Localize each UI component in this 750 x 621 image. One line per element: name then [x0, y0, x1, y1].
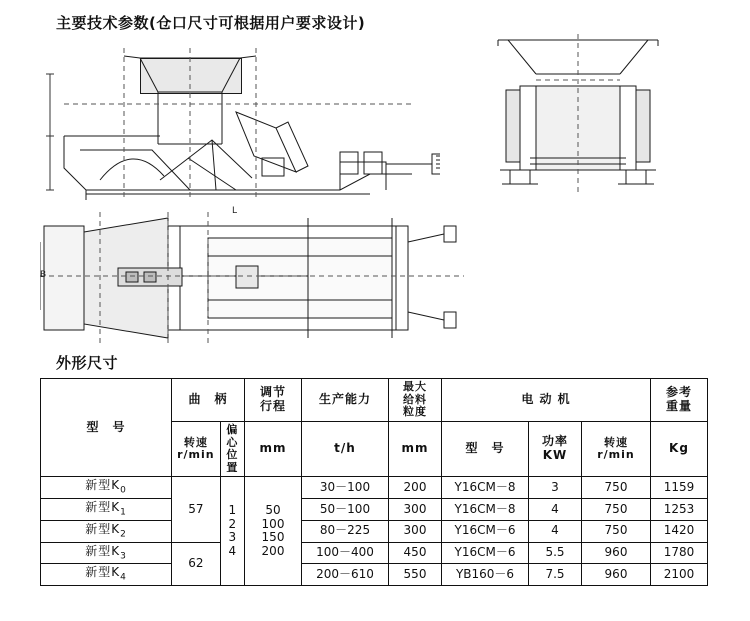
side-elevation-lines: [40, 40, 440, 200]
cell-eccentric-positions: [220, 477, 244, 586]
plan-view-lines: [40, 212, 470, 347]
model-prefix: 新型K: [85, 565, 121, 580]
th-crank: 曲 柄: [172, 379, 245, 422]
th-stroke-unit: mm: [245, 421, 302, 477]
stroke-1: 50: [265, 502, 281, 517]
model-subscript: 2: [120, 529, 127, 540]
table-row: [41, 542, 708, 564]
th-motor-speed: 转速 r/min: [582, 421, 651, 477]
plan-view-drawing: [40, 212, 460, 342]
front-elevation-lines: [480, 34, 690, 214]
th-motor-model: 型 号: [442, 421, 529, 477]
stroke-2: 100: [261, 516, 285, 531]
th-max-size: 最大 给料 粒度: [389, 379, 442, 422]
cell-motor-model: Y16CM－6: [442, 520, 529, 542]
model-prefix: 新型K: [85, 543, 121, 558]
model-subscript: 0: [120, 485, 127, 496]
model-subscript: 4: [120, 572, 127, 583]
table-row: [41, 520, 708, 542]
cell-motor-speed: 750: [582, 520, 651, 542]
cell-weight: 1420: [651, 520, 708, 542]
cell-max-size: 450: [389, 542, 442, 564]
cell-capacity: 200－610: [302, 564, 389, 586]
cell-weight: 2100: [651, 564, 708, 586]
cell-model: [41, 520, 172, 542]
model-subscript: 3: [120, 551, 127, 562]
cell-motor-speed: 750: [582, 499, 651, 521]
page-title: 主要技术参数(仓口尺寸可根据用户要求设计): [56, 14, 366, 32]
cell-motor-model: Y16CM－6: [442, 542, 529, 564]
table-row: [41, 564, 708, 586]
cell-power: 4: [529, 520, 582, 542]
ecc-4: 4: [228, 544, 237, 559]
cell-motor-speed: 960: [582, 542, 651, 564]
cell-power: 5.5: [529, 542, 582, 564]
table-row: [41, 477, 708, 499]
cell-max-size: 550: [389, 564, 442, 586]
cell-power: 4: [529, 499, 582, 521]
cell-weight: 1253: [651, 499, 708, 521]
cell-model: [41, 564, 172, 586]
cell-model: [41, 477, 172, 499]
th-eccentric: 偏心 位置: [220, 421, 244, 477]
model-prefix: 新型K: [85, 478, 121, 493]
cell-motor-model: YB160－6: [442, 564, 529, 586]
cell-weight: 1780: [651, 542, 708, 564]
cell-capacity: 50－100: [302, 499, 389, 521]
cell-power: 7.5: [529, 564, 582, 586]
cell-capacity: 30－100: [302, 477, 389, 499]
th-model: 型 号: [41, 379, 172, 477]
table-body: [41, 477, 708, 586]
cell-motor-speed: 960: [582, 564, 651, 586]
model-subscript: 1: [120, 507, 127, 518]
th-weight-unit: Kg: [651, 421, 708, 477]
side-elevation-drawing: [40, 40, 440, 216]
cell-max-size: 200: [389, 477, 442, 499]
ecc-3: 3: [228, 530, 237, 545]
model-prefix: 新型K: [85, 521, 121, 536]
th-motor: 电 动 机: [442, 379, 651, 422]
cell-crank-speed-2: 62: [172, 542, 221, 585]
cell-motor-speed: 750: [582, 477, 651, 499]
dimension-label-B: B: [40, 270, 47, 280]
cell-motor-model: Y16CM－8: [442, 477, 529, 499]
table-header: [41, 379, 708, 477]
th-max-size-unit: mm: [389, 421, 442, 477]
th-crank-speed: 转速 r/min: [172, 421, 221, 477]
cell-crank-speed-1: 57: [172, 477, 221, 542]
cell-model: [41, 542, 172, 564]
cell-max-size: 300: [389, 520, 442, 542]
cell-max-size: 300: [389, 499, 442, 521]
model-prefix: 新型K: [85, 500, 121, 515]
cell-capacity: 80－225: [302, 520, 389, 542]
cell-capacity: 100－400: [302, 542, 389, 564]
ecc-1: 1: [228, 502, 237, 517]
th-stroke: 调节 行程: [245, 379, 302, 422]
table-header-row-1: [41, 379, 708, 422]
table-row: [41, 499, 708, 521]
cell-power: 3: [529, 477, 582, 499]
ecc-2: 2: [228, 516, 237, 531]
cell-weight: 1159: [651, 477, 708, 499]
th-capacity: 生产能力: [302, 379, 389, 422]
cell-model: [41, 499, 172, 521]
dimension-label-L: L: [232, 206, 238, 216]
th-weight: 参考 重量: [651, 379, 708, 422]
section-title-dimensions: 外形尺寸: [56, 354, 119, 372]
th-motor-power: 功率 KW: [529, 421, 582, 477]
specification-table: [40, 378, 708, 586]
stroke-3: 150: [261, 530, 285, 545]
th-capacity-unit: t/h: [302, 421, 389, 477]
front-elevation-drawing: [480, 34, 680, 204]
cell-motor-model: Y16CM－8: [442, 499, 529, 521]
cell-stroke-values: [245, 477, 302, 586]
stroke-4: 200: [261, 544, 285, 559]
